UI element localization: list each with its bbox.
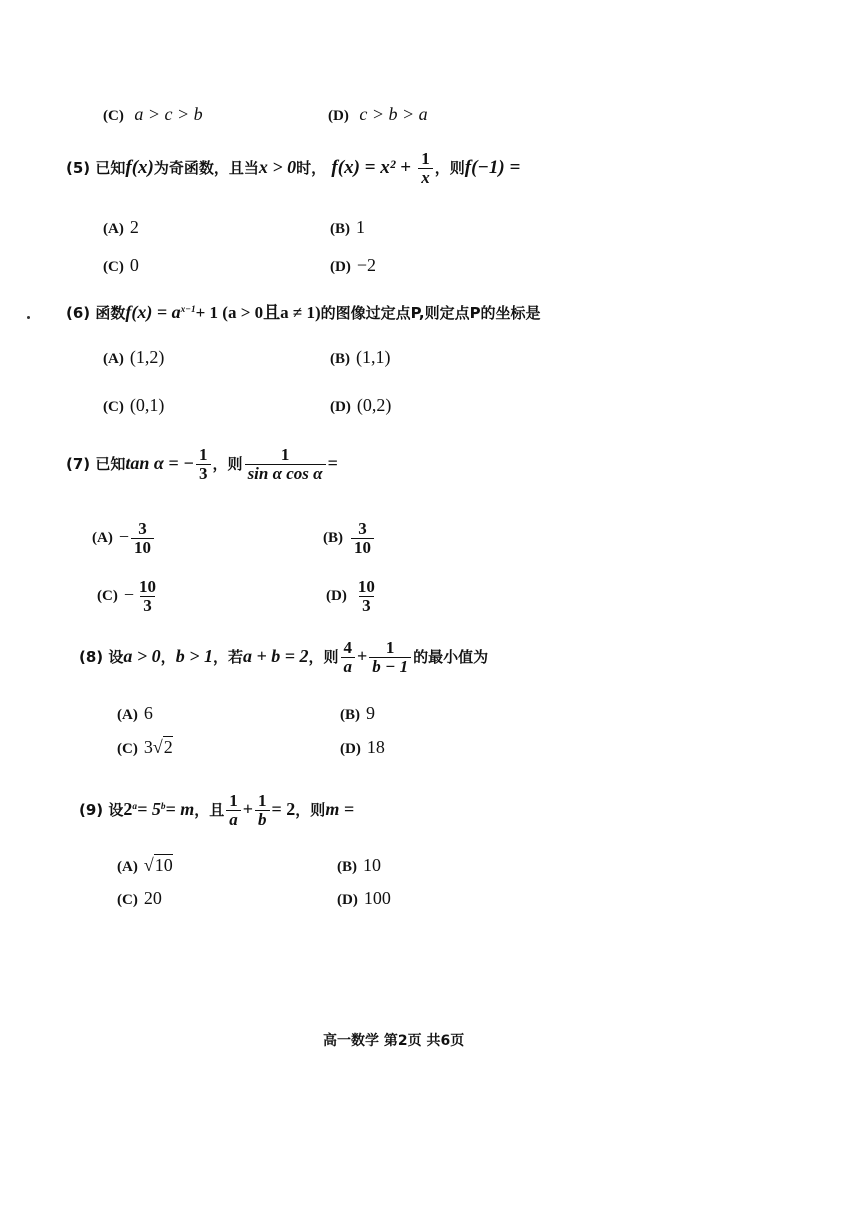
frac-den: sin α cos α xyxy=(245,464,326,483)
scan-speck xyxy=(27,316,30,319)
radicand: 2 xyxy=(163,737,173,757)
stem-text: 时， xyxy=(296,158,327,177)
math: f(−1) = xyxy=(464,156,521,178)
option-label: (A) xyxy=(117,707,138,723)
math-exponent: a xyxy=(132,801,138,812)
math-exponent: b xyxy=(160,801,166,812)
sqrt: √10 xyxy=(143,855,173,875)
q8-option-c[interactable] xyxy=(117,737,173,758)
q8-option-b[interactable] xyxy=(340,703,375,724)
question-number: (5) xyxy=(66,158,91,177)
frac-den: 3 xyxy=(140,596,155,615)
option-label: (D) xyxy=(326,588,347,605)
q5-option-b[interactable] xyxy=(330,217,365,238)
option-value: (0,2) xyxy=(356,395,392,415)
fraction xyxy=(226,792,241,829)
math: b > 1 xyxy=(175,645,213,666)
question-number: (6) xyxy=(66,304,91,322)
frac-den: b xyxy=(255,810,270,829)
q5-option-c[interactable] xyxy=(103,255,139,276)
frac-num: 10 xyxy=(138,577,156,596)
option-value: (1,1) xyxy=(356,347,391,367)
option-value: 18 xyxy=(366,737,385,757)
option-label: (A) xyxy=(117,859,138,875)
option-value: 3 xyxy=(143,737,153,757)
sqrt: √2 xyxy=(152,737,173,757)
q9-option-d[interactable] xyxy=(337,888,391,909)
frac-num: 1 xyxy=(229,791,238,810)
math: + xyxy=(357,645,368,666)
stem-text: ，则 xyxy=(212,454,243,473)
frac-den: 3 xyxy=(359,596,374,615)
frac-num: 3 xyxy=(138,519,147,538)
option-label: (C) xyxy=(117,741,138,757)
stem-text: 的图像过定点P,则定点P的坐标是 xyxy=(320,304,541,322)
q4-option-d[interactable] xyxy=(328,104,428,125)
stem-text: 已知 xyxy=(95,158,126,177)
fraction xyxy=(196,446,211,483)
q6-option-a[interactable] xyxy=(103,347,164,368)
frac-num: 4 xyxy=(343,638,352,657)
question-number: (9) xyxy=(79,800,104,819)
fraction xyxy=(369,639,411,676)
math: f(x) = a xyxy=(125,302,181,322)
frac-num: 3 xyxy=(358,519,367,538)
q6-option-d[interactable] xyxy=(330,395,391,416)
q7-option-c[interactable] xyxy=(97,578,161,615)
page-footer: 高一数学 第2页 共6页 xyxy=(323,1033,465,1049)
option-value: −2 xyxy=(356,255,376,275)
option-label: (D) xyxy=(330,259,351,275)
q8-option-d[interactable] xyxy=(340,737,385,758)
option-label: (C) xyxy=(117,892,138,908)
q6-option-c[interactable] xyxy=(103,395,164,416)
option-label: (D) xyxy=(340,741,361,757)
fraction xyxy=(131,520,154,557)
option-value: (1,2) xyxy=(129,347,165,367)
option-label: (B) xyxy=(330,351,350,367)
option-value: 10 xyxy=(363,855,381,875)
math: = xyxy=(327,452,338,473)
option-sign: − xyxy=(123,584,134,605)
q9-option-a[interactable] xyxy=(117,855,173,876)
stem-text: 的最小值为 xyxy=(413,647,489,666)
math: f(x) xyxy=(125,156,154,178)
fraction xyxy=(136,578,159,615)
option-label: (A) xyxy=(92,530,113,547)
fraction xyxy=(341,639,356,676)
question-5-stem xyxy=(66,150,520,187)
frac-num: 1 xyxy=(421,149,430,168)
math: = m xyxy=(165,798,195,819)
option-label: (D) xyxy=(328,108,349,124)
option-value: (0,1) xyxy=(129,395,165,415)
question-number: (8) xyxy=(79,647,104,666)
math-exponent: x−1 xyxy=(180,305,196,315)
question-8-stem: (8) 设a > 0，b > 1，若a + b = 2，则 $\frac{4}{a}$ + $\frac{1}{b - 1}$ 的最小值为 xyxy=(79,638,489,676)
math: + xyxy=(242,798,254,819)
option-label: (B) xyxy=(340,707,360,723)
fraction xyxy=(351,520,374,557)
option-label: (C) xyxy=(103,399,124,415)
q5-option-a[interactable] xyxy=(103,217,139,238)
q9-option-b[interactable] xyxy=(337,855,381,876)
stem-text: 为奇函数，且当 xyxy=(153,158,259,177)
option-value: 20 xyxy=(143,888,162,908)
option-label: (D) xyxy=(330,399,351,415)
fraction xyxy=(255,792,270,829)
math: + 1 (a > 0且a ≠ 1) xyxy=(195,303,321,322)
math: tan α = − xyxy=(125,452,195,473)
frac-num: 10 xyxy=(357,577,375,596)
option-value: 2 xyxy=(129,217,139,237)
stem-text: ，则 xyxy=(295,800,326,819)
option-value: 9 xyxy=(366,703,375,723)
frac-den: a xyxy=(226,810,241,829)
q4-option-c[interactable] xyxy=(103,104,203,125)
stem-text: ，则 xyxy=(434,158,465,177)
question-number: (7) xyxy=(66,454,91,473)
option-label: (A) xyxy=(103,351,124,367)
option-value: 1 xyxy=(356,217,365,237)
option-label: (D) xyxy=(337,892,358,908)
question-7-stem xyxy=(66,446,338,483)
math: x > 0 xyxy=(258,156,297,177)
q5-option-d[interactable] xyxy=(330,255,376,276)
frac-den: a xyxy=(341,657,356,676)
stem-text: ，且 xyxy=(194,800,225,819)
stem-text: ，则 xyxy=(308,647,339,666)
option-sign: − xyxy=(118,526,129,547)
option-value: 0 xyxy=(129,255,139,275)
q8-option-a[interactable] xyxy=(117,703,153,724)
option-label: (B) xyxy=(330,221,350,237)
frac-den: 10 xyxy=(351,538,374,557)
q7-option-d[interactable] xyxy=(326,578,380,615)
frac-num: 1 xyxy=(258,791,267,810)
stem-text: 已知 xyxy=(95,454,126,473)
option-label: (B) xyxy=(337,859,357,875)
option-value: c > b > a xyxy=(359,104,428,124)
fraction xyxy=(418,150,433,187)
q6-option-b[interactable] xyxy=(330,347,391,368)
frac-num: 1 xyxy=(199,445,208,464)
math: a + b = 2 xyxy=(242,645,309,666)
radicand: 10 xyxy=(154,855,173,875)
fraction xyxy=(355,578,378,615)
math: = 5 xyxy=(137,798,161,819)
q9-option-c[interactable] xyxy=(117,888,162,909)
stem-text: 函数 xyxy=(95,304,126,322)
math: a > 0 xyxy=(123,645,161,666)
question-9-stem xyxy=(79,792,354,829)
frac-den: 10 xyxy=(131,538,154,557)
option-value: a > c > b xyxy=(134,104,203,124)
option-value: 100 xyxy=(363,888,391,908)
stem-text: 设 xyxy=(108,800,124,819)
option-value: 6 xyxy=(143,703,153,723)
math: 2 xyxy=(123,798,133,819)
q7-option-a[interactable] xyxy=(92,520,156,557)
math: f(x) = x² + xyxy=(331,156,412,178)
stem-text: ，若 xyxy=(212,647,243,666)
stem-text: 设 xyxy=(108,647,124,666)
frac-den: x xyxy=(418,168,433,187)
option-label: (C) xyxy=(97,588,118,605)
option-label: (B) xyxy=(323,530,343,547)
question-6-stem xyxy=(66,298,541,323)
option-label: (C) xyxy=(103,259,124,275)
math: = 2 xyxy=(271,798,296,819)
frac-den: 3 xyxy=(196,464,211,483)
fraction xyxy=(245,446,326,483)
frac-num: 1 xyxy=(385,638,395,657)
frac-den: b − 1 xyxy=(369,657,411,676)
frac-num: 1 xyxy=(280,445,290,464)
option-label: (A) xyxy=(103,221,124,237)
math: m = xyxy=(325,798,355,819)
option-label: (C) xyxy=(103,108,124,124)
q7-option-b[interactable] xyxy=(323,520,376,557)
